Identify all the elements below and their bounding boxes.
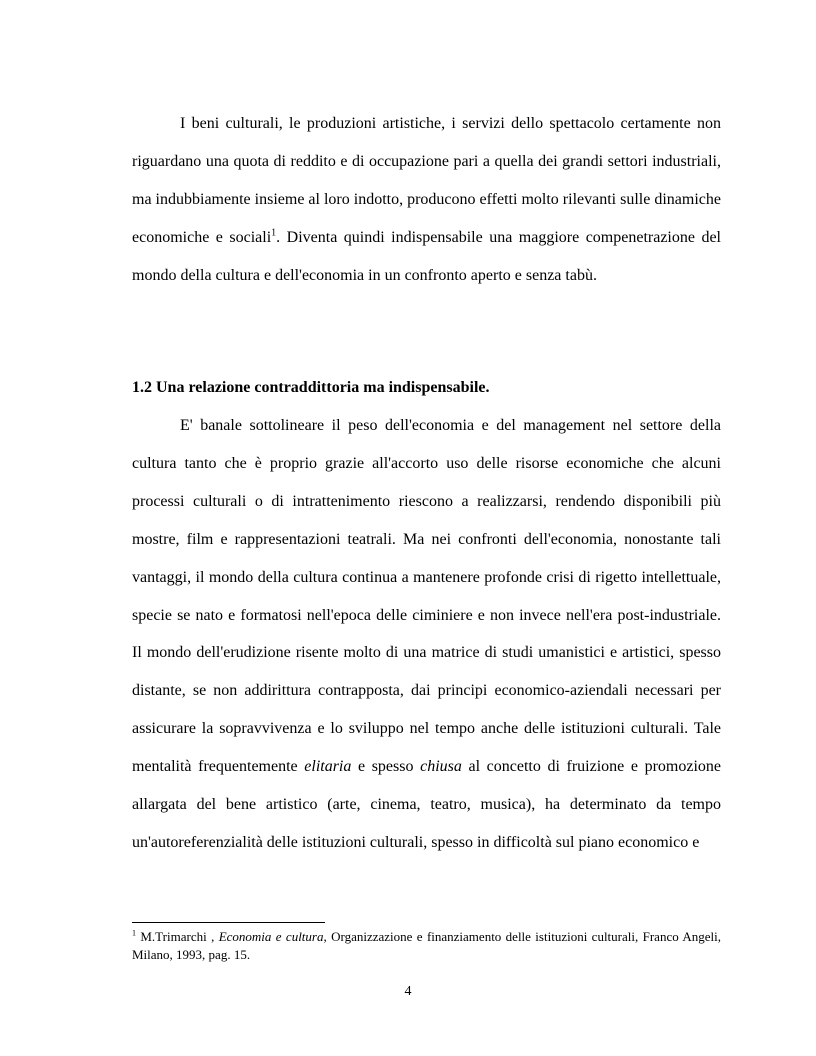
footnote-details: , Organizzazione e finanziamento delle istituzioni culturali, Franco Angeli, Milano, 1993, pag. 15.: [132, 929, 722, 962]
paragraph-intro: [132, 105, 721, 295]
paragraph-body: [132, 407, 721, 862]
footnote-title: Economia e cultura: [218, 929, 324, 944]
italic-term: elitaria: [304, 758, 352, 776]
italic-term: chiusa: [420, 758, 462, 776]
paragraph-text-part: I beni culturali, le produzioni artistiche, i servizi dello spettacolo certamente non riguardano una quota di reddito e di occupazione pari a quella dei grandi settori industriali, ma indubbiamente insieme al loro indotto, producono effetti molto rilevanti sulle dinamiche economiche e sociali: [132, 115, 721, 246]
paragraph-text-part: al concetto di fruizione e promozione allargata del bene artistico (arte, cinema, teatro, musica), ha determinato da tempo un'autoreferenzialità delle istituzioni culturali, spesso in difficoltà sul piano economico e: [132, 758, 722, 851]
footnote-reference: 1: [271, 227, 277, 239]
paragraph-text-part: . Diventa quindi indispensabile una maggiore compenetrazione del mondo della cultura e dell'economia in un confronto aperto e senza tabù.: [132, 228, 722, 284]
footnote: [132, 928, 721, 964]
section-heading: 1.2 Una relazione contraddittoria ma indispensabile.: [132, 379, 490, 396]
footnote-author: M.Trimarchi ,: [136, 929, 219, 944]
paragraph-text-part: E' banale sottolineare il peso dell'economia e del management nel settore della cultura tanto che è proprio grazie all'accorto uso delle risorse economiche che alcuni processi culturali o di intrattenimento riescono a realizzarsi, rendendo disponibili più mostre, film e rappresentazioni teatrali. Ma nei confronti dell'economia, nonostante tali vantaggi, il mondo della cultura continua a mantenere profonde crisi di rigetto intellettuale, specie se nato e formatosi nell'epoca delle ciminiere e non invece nell'era post-industriale. Il mondo dell'erudizione risente molto di una matrice di studi umanistici e artistici, spesso distante, se non addirittura contrapposta, dai principi economico-aziendali necessari per assicurare la sopravvivenza e lo sviluppo nel tempo anche delle istituzioni culturali. Tale mentalità frequentemente: [132, 417, 721, 776]
footnote-divider: [132, 922, 325, 923]
paragraph-text: [132, 105, 721, 295]
page-number: 4: [404, 984, 412, 999]
footnote-number: 1: [132, 928, 136, 938]
paragraph-text-part: e spesso: [351, 758, 421, 776]
paragraph-text: [132, 407, 721, 862]
